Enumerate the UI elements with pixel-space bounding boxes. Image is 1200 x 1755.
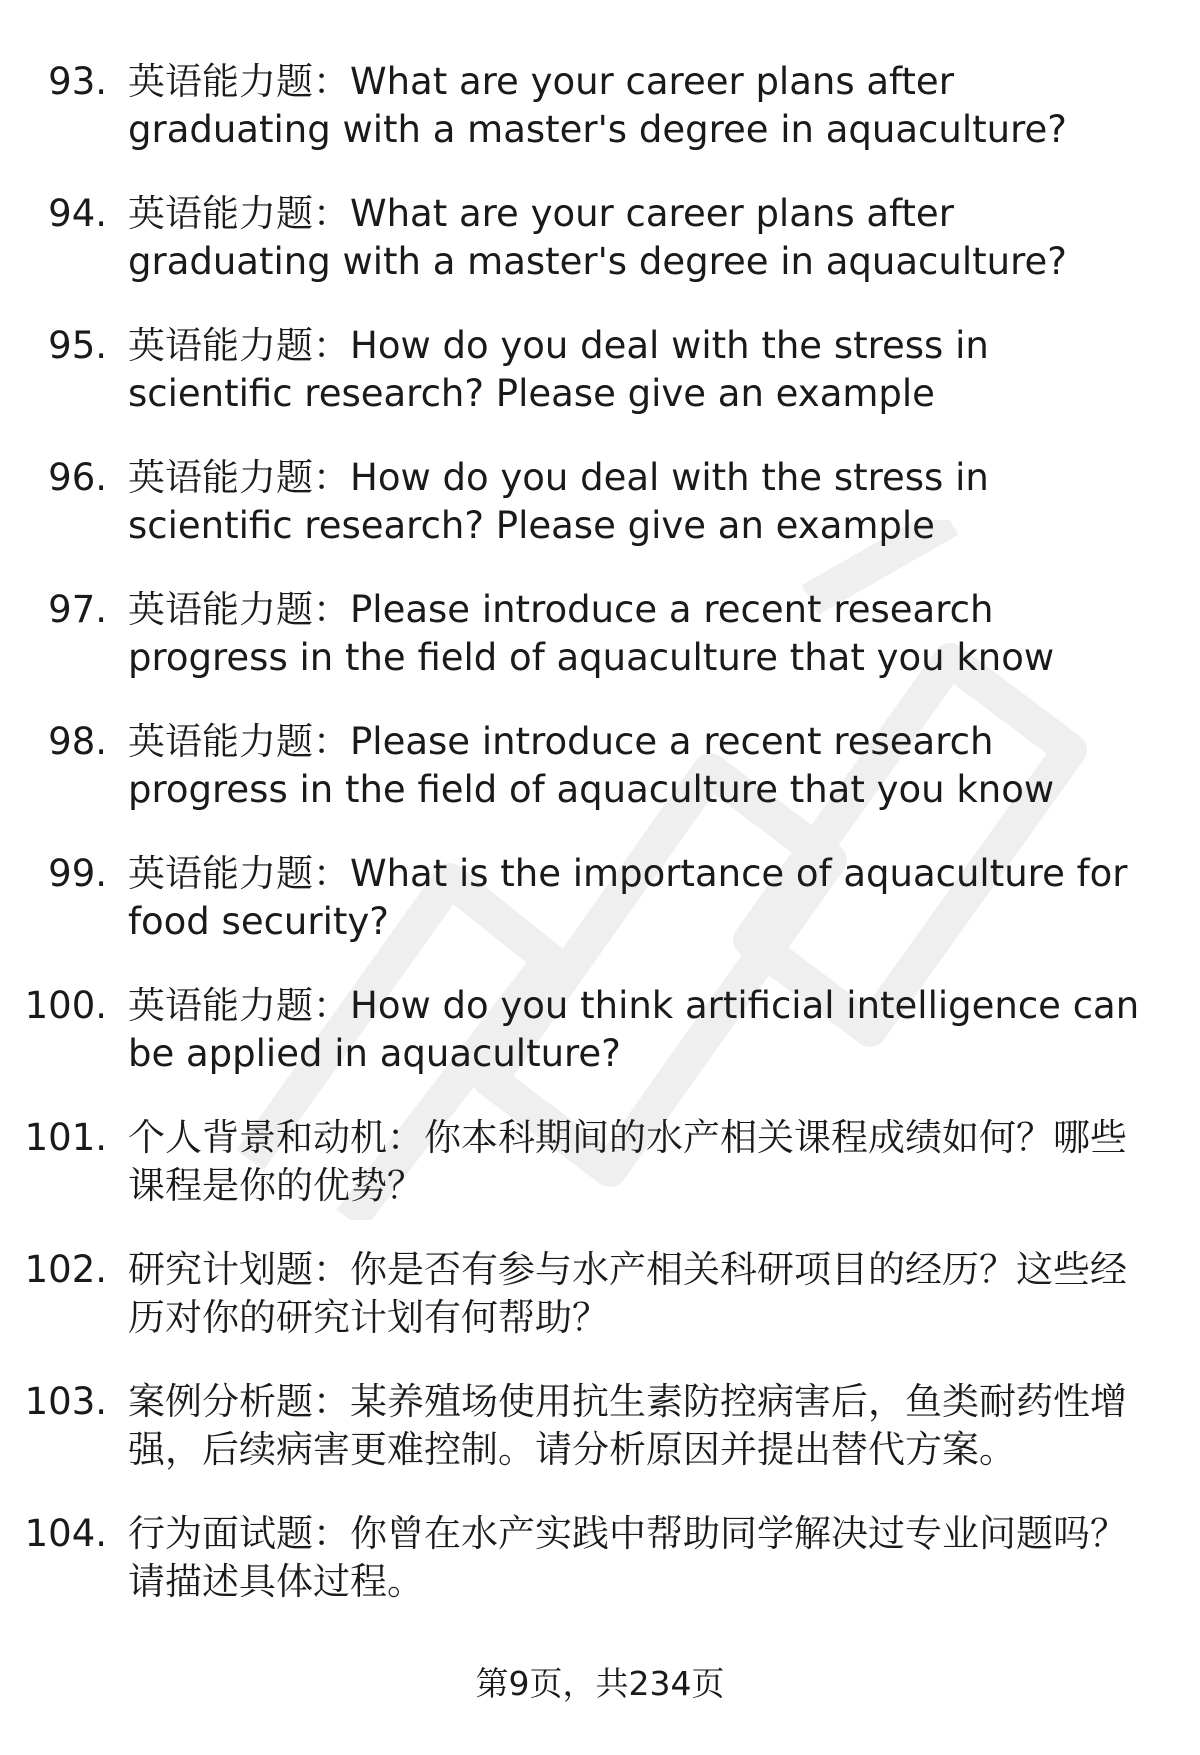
- question-number: 93.: [48, 60, 107, 103]
- question-text: 英语能力题：What are your career plans after graduating with a master's degree in aquaculture?: [128, 192, 1067, 283]
- question-number: 100.: [24, 984, 107, 1027]
- question-item: [0, 1114, 1200, 1246]
- question-item: [0, 1510, 1200, 1642]
- question-number: 104.: [24, 1512, 107, 1555]
- question-item: [0, 982, 1200, 1114]
- question-list: [0, 58, 1200, 1642]
- question-number: 99.: [48, 852, 107, 895]
- question-number: 103.: [24, 1380, 107, 1423]
- question-text: 英语能力题：Please introduce a recent research progress in the field of aquaculture that you know: [128, 720, 1055, 811]
- question-item: [0, 190, 1200, 322]
- question-number: 101.: [24, 1116, 107, 1159]
- question-item: [0, 58, 1200, 190]
- question-text: 行为面试题：你曾在水产实践中帮助同学解决过专业问题吗？请描述具体过程。: [128, 1512, 1127, 1603]
- question-text: 个人背景和动机：你本科期间的水产相关课程成绩如何？哪些课程是你的优势？: [128, 1116, 1127, 1207]
- question-text: 研究计划题：你是否有参与水产相关科研项目的经历？这些经历对你的研究计划有何帮助？: [128, 1248, 1127, 1339]
- question-number: 97.: [48, 588, 107, 631]
- question-number: 94.: [48, 192, 107, 235]
- question-text: 英语能力题：What is the importance of aquaculture for food security?: [128, 852, 1128, 943]
- question-text: 英语能力题：Please introduce a recent research progress in the field of aquaculture that you know: [128, 588, 1055, 679]
- question-item: [0, 1246, 1200, 1378]
- question-number: 102.: [24, 1248, 107, 1291]
- question-item: [0, 586, 1200, 718]
- question-number: 96.: [48, 456, 107, 499]
- question-item: [0, 322, 1200, 454]
- question-text: 英语能力题：How do you deal with the stress in scientific research? Please give an example: [128, 456, 989, 547]
- page-number-footer: 第9页，共234页: [475, 1664, 725, 1703]
- question-text: 英语能力题：How do you deal with the stress in scientific research? Please give an example: [128, 324, 989, 415]
- question-number: 95.: [48, 324, 107, 367]
- question-text: 英语能力题：How do you think artificial intelligence can be applied in aquaculture?: [128, 984, 1140, 1075]
- question-item: [0, 454, 1200, 586]
- question-text: 案例分析题：某养殖场使用抗生素防控病害后，鱼类耐药性增强，后续病害更难控制。请分析原因并提出替代方案。: [128, 1380, 1127, 1471]
- question-item: [0, 718, 1200, 850]
- question-item: [0, 1378, 1200, 1510]
- question-text: 英语能力题：What are your career plans after graduating with a master's degree in aquaculture?: [128, 60, 1067, 151]
- question-number: 98.: [48, 720, 107, 763]
- question-item: [0, 850, 1200, 982]
